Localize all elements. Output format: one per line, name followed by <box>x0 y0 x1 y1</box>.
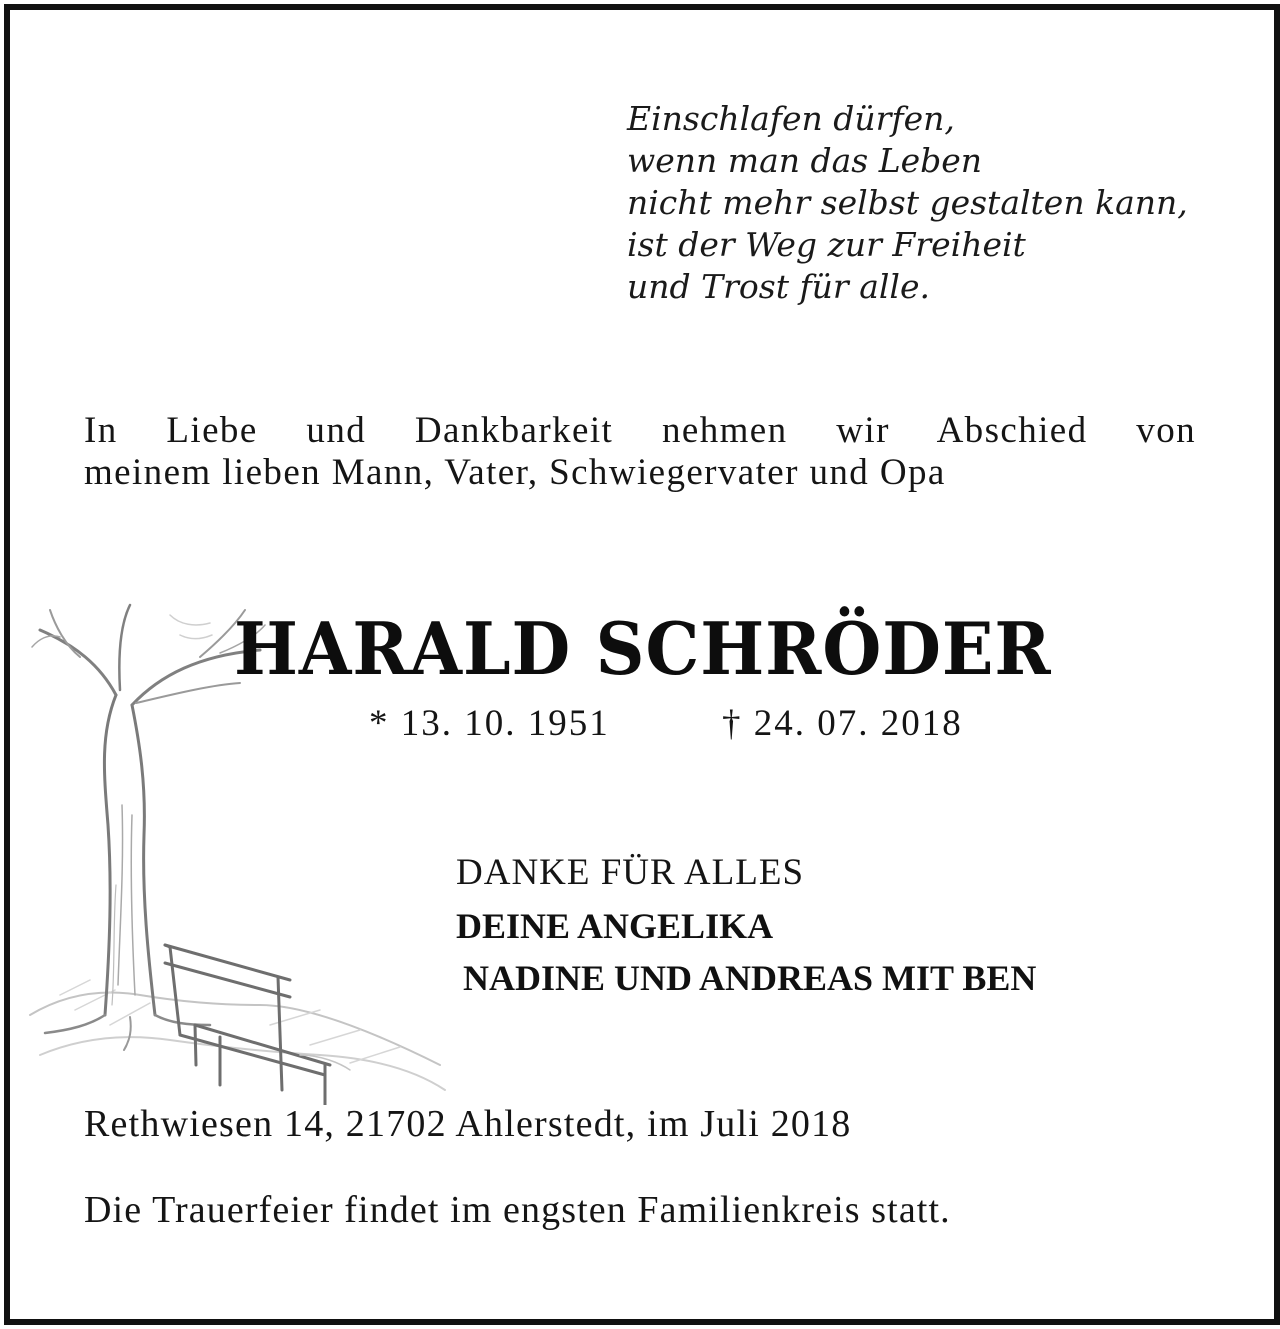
birth-date: * 13. 10. 1951 <box>369 703 610 744</box>
ceremony-note: Die Trauerfeier findet im engsten Familienkreis statt. <box>84 1189 951 1231</box>
intro-line-2: meinem lieben Mann, Vater, Schwiegervater und Opa <box>84 452 946 493</box>
family-line-1: DEINE ANGELIKA <box>456 906 774 946</box>
poem-line: wenn man das Leben <box>627 141 983 180</box>
poem-line: und Trost für alle. <box>627 267 930 306</box>
family-line-2: NADINE UND ANDREAS MIT BEN <box>463 958 1037 998</box>
intro-line-1: In Liebe und Dankbarkeit nehmen wir Abschied von <box>84 410 1196 451</box>
death-date: † 24. 07. 2018 <box>722 703 963 744</box>
poem-line: ist der Weg zur Freiheit <box>627 225 1026 264</box>
poem-line: Einschlafen dürfen, <box>627 99 955 138</box>
family-signatures <box>456 900 1036 1004</box>
life-dates <box>369 702 963 746</box>
deceased-name: HARALD SCHRÖDER <box>234 606 1052 691</box>
poem-line: nicht mehr selbst gestalten kann, <box>627 183 1188 222</box>
intro-text <box>84 410 1196 494</box>
poem <box>627 98 1188 308</box>
thanks-line: DANKE FÜR ALLES <box>456 852 805 893</box>
address-line: Rethwiesen 14, 21702 Ahlerstedt, im Juli 2018 <box>84 1103 852 1145</box>
